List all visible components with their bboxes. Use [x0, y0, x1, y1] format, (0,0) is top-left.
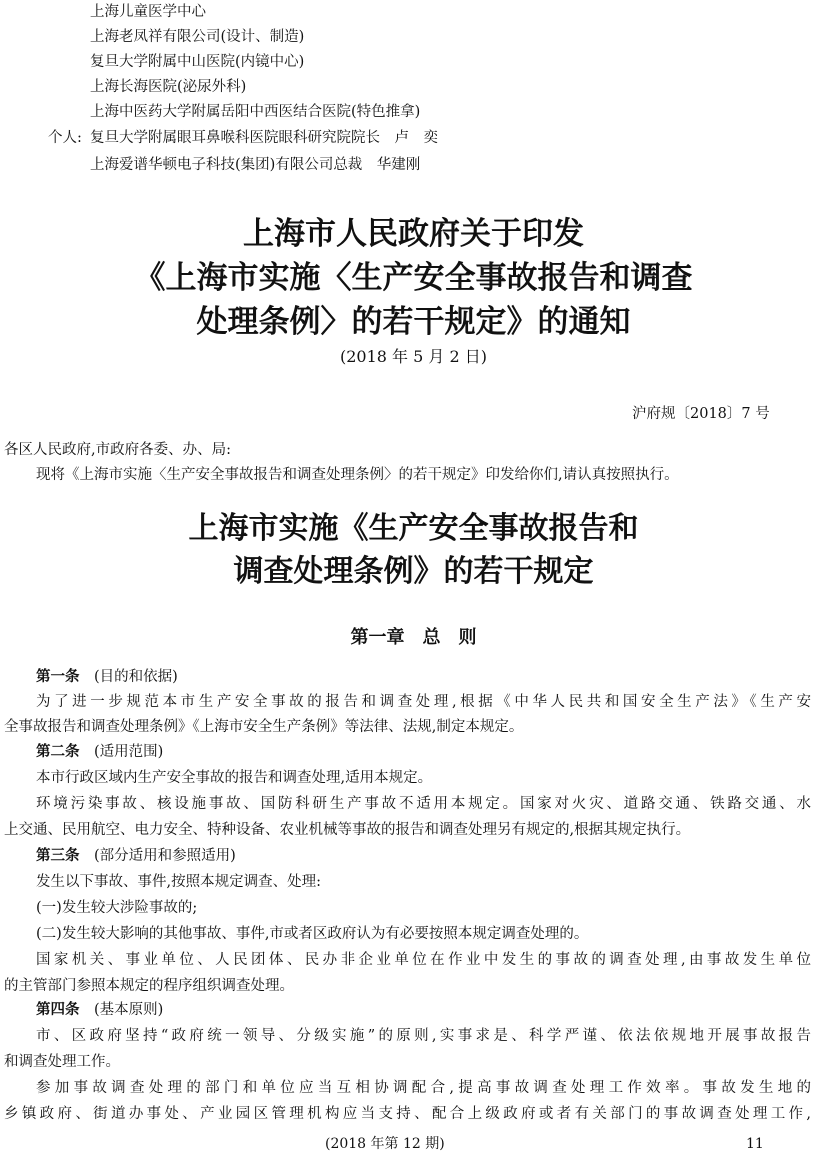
notice-date: (2018 年 5 月 2 日) [340, 347, 487, 366]
notice-body: 现将《上海市实施〈生产安全事故报告和调查处理条例〉的若干规定》印发给你们,请认真按照执行。 [36, 467, 679, 483]
paragraph-line: 环境污染事故、核设施事故、国防科研生产事故不适用本规定。国家对火灾、道路交通、铁路交通、水 [36, 796, 811, 812]
award-item: 上海中医药大学附属岳阳中西医结合医院(特色推拿) [90, 104, 421, 120]
paragraph-line: (二)发生较大影响的其他事故、事件,市或者区政府认为有必要按照本规定调查处理的。 [36, 926, 589, 942]
award-item: 上海儿童医学中心 [90, 4, 206, 20]
award-item: 上海老凤祥有限公司(设计、制造) [90, 29, 305, 45]
article-heading [36, 1000, 163, 1020]
issue-label: (2018 年第 12 期) [325, 1136, 445, 1152]
paragraph-line: 本市行政区域内生产安全事故的报告和调查处理,适用本规定。 [36, 770, 433, 786]
article-subject: (适用范围) [94, 744, 164, 760]
article-subject: (部分适用和参照适用) [94, 848, 236, 864]
paragraph-line: 国家机关、事业单位、人民团体、民办非企业单位在作业中发生的事故的调查处理,由事故发生单位 [36, 952, 811, 968]
award-item: 复旦大学附属中山医院(内镜中心) [90, 54, 305, 70]
paragraph-line: 乡镇政府、街道办事处、产业园区管理机构应当支持、配合上级政府或者有关部门的事故调查处理工作, [4, 1106, 811, 1122]
doc-number: 沪府规〔2018〕7 号 [632, 406, 770, 422]
regulation-title-line: 上海市实施《生产安全事故报告和 [188, 511, 639, 546]
article-heading [36, 846, 236, 866]
regulation-title-line: 调查处理条例》的若干规定 [233, 554, 594, 589]
addressee: 各区人民政府,市政府各委、办、局: [4, 442, 231, 458]
paragraph-line: 参加事故调查处理的部门和单位应当互相协调配合,提高事故调查处理工作效率。事故发生地的 [36, 1080, 811, 1096]
paragraph-line: 市、区政府坚持“政府统一领导、分级实施”的原则,实事求是、科学严谨、依法依规地开展事故报告 [36, 1028, 811, 1044]
paragraph-line: 和调查处理工作。 [4, 1054, 120, 1070]
individual-item: 复旦大学附属眼耳鼻喉科医院眼科研究院院长 卢 奕 [90, 130, 438, 146]
article-number: 第二条 [36, 743, 80, 760]
paragraph-line: (一)发生较大涉险事故的; [36, 900, 198, 916]
paragraph-line: 发生以下事故、事件,按照本规定调查、处理: [36, 874, 321, 890]
paragraph-line: 的主管部门参照本规定的程序组织调查处理。 [4, 978, 294, 994]
article-number: 第四条 [36, 1001, 80, 1018]
paragraph-line: 为了进一步规范本市生产安全事故的报告和调查处理,根据《中华人民共和国安全生产法》《生产安 [36, 694, 811, 710]
award-item: 上海长海医院(泌尿外科) [90, 79, 247, 95]
article-subject: (基本原则) [94, 1002, 164, 1018]
article-heading [36, 667, 178, 687]
page-number: 11 [746, 1136, 764, 1152]
individual-label: 个人: [48, 130, 82, 146]
article-number: 第一条 [36, 668, 80, 685]
notice-title-line: 《上海市实施〈生产安全事故报告和调查 [134, 260, 693, 296]
paragraph-line: 上交通、民用航空、电力安全、特种设备、农业机械等事故的报告和调查处理另有规定的,根据其规定执行。 [4, 822, 691, 838]
article-heading [36, 742, 163, 762]
article-subject: (目的和依据) [94, 669, 178, 685]
article-number: 第三条 [36, 847, 80, 864]
notice-title-line: 上海市人民政府关于印发 [243, 216, 584, 252]
chapter-heading: 第一章 总 则 [350, 627, 477, 648]
individual-item: 上海爱谱华顿电子科技(集团)有限公司总裁 华建刚 [90, 157, 421, 173]
notice-title-line: 处理条例〉的若干规定》的通知 [196, 304, 631, 340]
paragraph-line: 全事故报告和调查处理条例》《上海市安全生产条例》等法律、法规,制定本规定。 [4, 719, 524, 735]
